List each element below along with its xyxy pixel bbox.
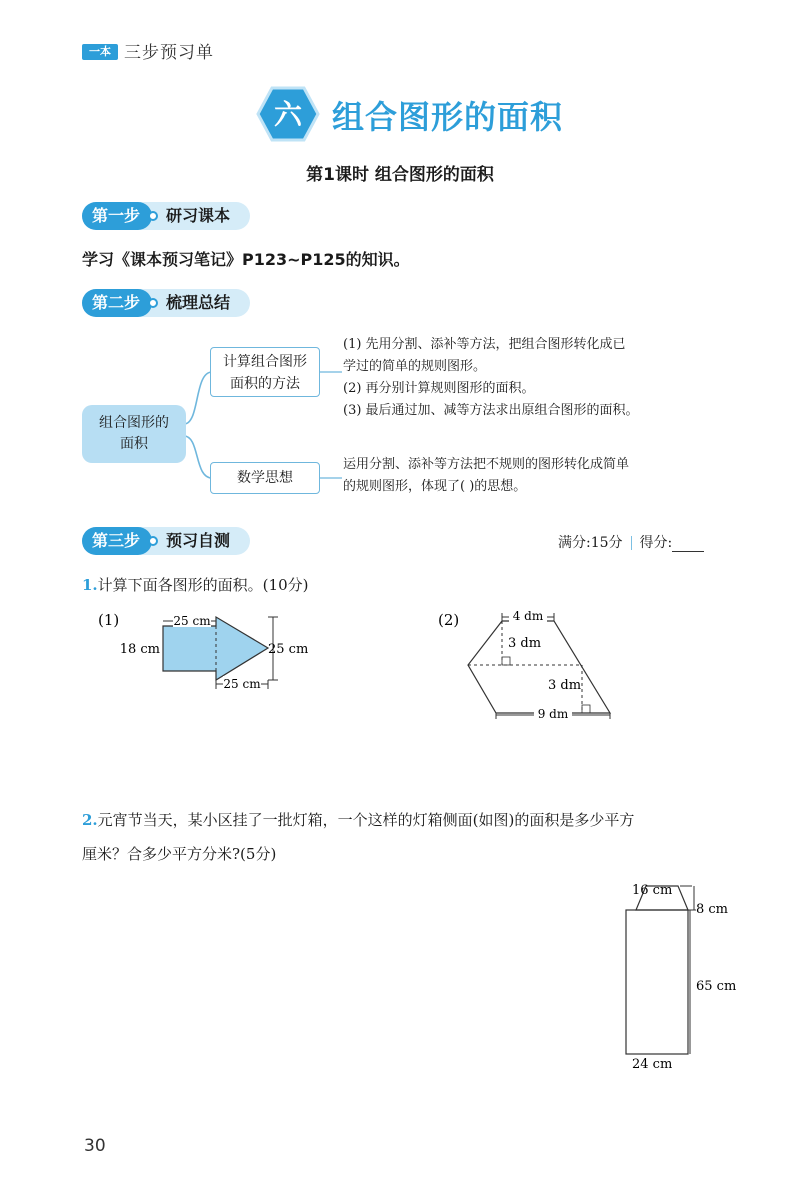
score-blank[interactable] xyxy=(672,537,704,552)
question-1-text: 计算下面各图形的面积。(10分) xyxy=(97,576,309,594)
q2-bottom-dim: 24 cm xyxy=(632,1057,673,1072)
question-2 xyxy=(82,803,762,837)
fig2-label: (2) xyxy=(438,611,460,629)
step2-dot-icon xyxy=(148,298,158,308)
lesson-title: 第1课时 组合图形的面积 xyxy=(306,165,494,185)
mindmap-methods-text xyxy=(343,334,713,422)
question-2-number: 2. xyxy=(82,811,98,829)
mindmap-root-line2: 面积 xyxy=(120,436,148,452)
question-2-line1: 元宵节当天，某小区挂了一批灯箱，一个这样的灯箱侧面(如图)的面积是多少平方 xyxy=(97,811,635,829)
full-score: 满分:15分 xyxy=(558,535,623,551)
step3-dot-icon xyxy=(148,536,158,546)
step2-pill: 第二步 xyxy=(82,289,152,317)
chapter-title: 组合图形的面积 xyxy=(332,98,564,136)
method-item: (2) 再分别计算规则图形的面积。 xyxy=(343,381,535,396)
brand-badge: 一本 xyxy=(82,44,118,60)
question-1-number: 1. xyxy=(82,576,98,594)
q2-rect-height-dim: 65 cm xyxy=(696,979,737,994)
mindmap-thought-text xyxy=(343,454,713,498)
mindmap-node-methods xyxy=(210,347,320,397)
step1-pill: 第一步 xyxy=(82,202,152,230)
step1-label: 研习课本 xyxy=(166,206,231,225)
fig1-bottom-dim: 25 cm xyxy=(223,677,261,691)
fig1-top-dim: 25 cm xyxy=(173,614,211,628)
fig2-h2-dim: 3 dm xyxy=(548,678,582,693)
step1-bar xyxy=(82,202,250,230)
mindmap-node-methods-line1: 计算组合图形 xyxy=(223,354,307,370)
step2-bar xyxy=(82,289,250,317)
step1-dot-icon xyxy=(148,211,158,221)
q1-figure-2 xyxy=(430,605,630,725)
step2-label: 梳理总结 xyxy=(166,293,231,312)
q1-figure-1 xyxy=(90,605,350,695)
fig2-h1-dim: 3 dm xyxy=(508,636,542,651)
mindmap-root-line1: 组合图形的 xyxy=(99,415,169,431)
step1-content: 学习《课本预习笔记》P123~P125的知识。 xyxy=(82,250,410,269)
step3-pill: 第三步 xyxy=(82,527,152,555)
thought-line1: 运用分割、添补等方法把不规则的图形转化成简单 xyxy=(343,457,630,472)
mindmap-node-methods-line2: 面积的方法 xyxy=(230,376,300,392)
step3-label: 预习自测 xyxy=(166,531,231,550)
question-2-line2: 厘米？合多少平方分米?(5分) xyxy=(82,845,277,863)
method-item: (3) 最后通过加、减等方法求出原组合图形的面积。 xyxy=(343,403,639,418)
mindmap-node-thought: 数学思想 xyxy=(210,462,320,494)
q2-top-dim: 16 cm xyxy=(632,883,673,898)
q2-trap-height-dim: 8 cm xyxy=(696,902,729,917)
fig2-top-dim: 4 dm xyxy=(512,609,544,623)
series-title: 三步预习单 xyxy=(124,43,214,63)
page-number: 30 xyxy=(84,1136,106,1156)
step3-bar xyxy=(82,527,250,555)
thought-line2: 的规则图形，体现了( )的思想。 xyxy=(343,479,527,494)
q2-lightbox-figure xyxy=(620,880,750,1075)
method-item: 学过的简单的规则图形。 xyxy=(343,359,487,374)
method-item: (1) 先用分割、添补等方法，把组合图形转化成已 xyxy=(343,337,626,352)
score-label: 得分: xyxy=(639,535,673,551)
fig1-left-dim: 18 cm xyxy=(119,642,160,657)
fig1-label: (1) xyxy=(98,611,120,629)
mindmap-root xyxy=(82,405,186,463)
chapter-hexagon xyxy=(256,86,320,142)
score-separator xyxy=(631,536,632,550)
fig2-bottom-dim: 9 dm xyxy=(537,707,569,721)
chapter-number: 六 xyxy=(273,98,303,131)
score-line xyxy=(558,532,704,552)
fig1-right-dim: 25 cm xyxy=(268,642,309,657)
question-1 xyxy=(82,574,308,595)
